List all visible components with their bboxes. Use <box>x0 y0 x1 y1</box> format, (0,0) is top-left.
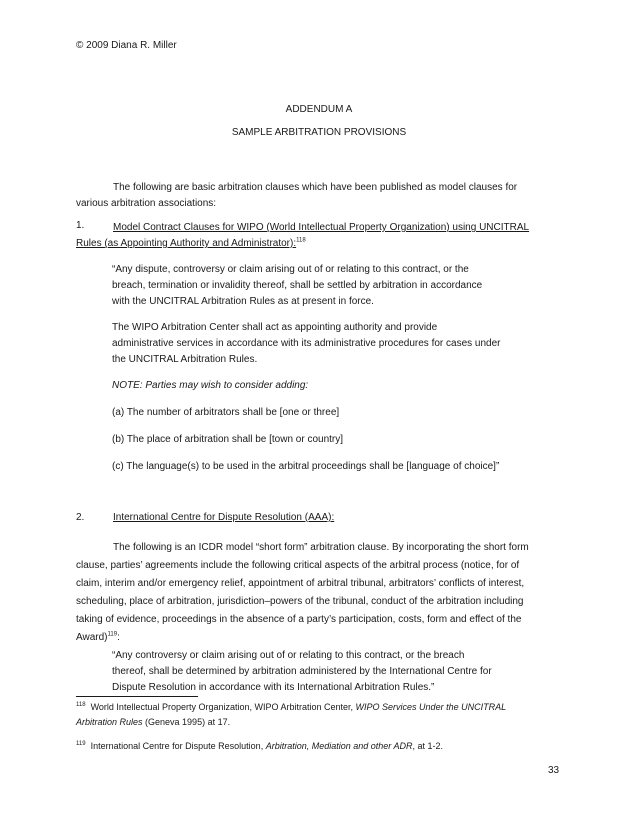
footnote-italic: WIPO Services Under the UNCITRAL <box>355 702 507 712</box>
section-2-paragraph <box>76 539 546 647</box>
para-tail: : <box>117 632 120 643</box>
section-2-clause <box>112 648 532 696</box>
clause-line: breach, termination or invalidity thereof, shall be settled by arbitration in accordance <box>112 280 483 291</box>
wipo-line: the UNCITRAL Arbitration Rules. <box>112 354 258 365</box>
para-line: clause, parties’ agreements include the following critical aspects of the arbitral process (notice, for of <box>76 560 520 571</box>
para-line: Award) <box>76 632 108 643</box>
section-2-heading-text: International Centre for Dispute Resolution (AAA): <box>113 512 335 523</box>
clause-line: “Any controversy or claim arising out of or relating to this contract, or the breach <box>112 650 465 661</box>
footnote-number: 118 <box>76 702 86 708</box>
section-1-item-c: (c) The language(s) to be used in the arbitral proceedings shall be [language of choice]” <box>112 461 500 472</box>
addendum-subtitle: SAMPLE ARBITRATION PROVISIONS <box>231 127 407 138</box>
footnote-italic: Arbitration, Mediation and other ADR <box>265 741 413 751</box>
addendum-title: ADDENDUM A <box>285 104 353 115</box>
clause-line: Dispute Resolution in accordance with its International Arbitration Rules.” <box>112 682 435 693</box>
section-1-item-b: (b) The place of arbitration shall be [town or country] <box>112 434 344 445</box>
clause-line: with the UNCITRAL Arbitration Rules as at present in force. <box>112 296 374 307</box>
section-1-number: 1. <box>76 220 85 231</box>
clause-line: thereof, shall be determined by arbitration administered by the International Centre for <box>112 666 492 677</box>
footnote-separator <box>76 696 198 697</box>
footnote-text: (Geneva 1995) at 17. <box>142 717 231 727</box>
footnote-ref-119: 119 <box>107 631 118 638</box>
section-1-heading-line1: Model Contract Clauses for WIPO (World Intellectual Property Organization) using UNCITRAL <box>113 222 530 233</box>
footnote-italic: Arbitration Rules <box>76 717 143 727</box>
footnote-text: , at 1-2. <box>412 741 443 751</box>
footnote-text: International Centre for Dispute Resolution, <box>90 741 266 751</box>
section-1-clause <box>112 262 532 310</box>
para-line: scheduling, place of arbitration, jurisdiction–powers of the tribunal, conduct of the arbitration including <box>76 596 524 607</box>
intro-paragraph <box>76 180 546 212</box>
section-1-item-a: (a) The number of arbitrators shall be [one or three] <box>112 407 340 418</box>
para-line: claim, interim and/or emergency relief, appointment of arbitral tribunal, arbitrators’ conflicts of interest, <box>76 578 525 589</box>
section-1-wipo-paragraph <box>112 320 532 368</box>
section-1-note: NOTE: Parties may wish to consider adding: <box>112 380 309 391</box>
footnote-number: 119 <box>76 741 86 747</box>
footnote-118 <box>76 700 546 730</box>
para-line: The following is an ICDR model “short form” arbitration clause. By incorporating the short form <box>113 542 529 553</box>
copyright-header: © 2009 Diana R. Miller <box>76 40 177 51</box>
section-2-number: 2. <box>76 512 85 523</box>
footnote-119 <box>76 739 546 754</box>
clause-line: “Any dispute, controversy or claim arising out of or relating to this contract, or the <box>112 264 469 275</box>
footnote-text: World Intellectual Property Organization, WIPO Arbitration Center, <box>90 702 356 712</box>
para-line: taking of evidence, proceedings in the absence of a party’s participation, costs, form and effect of the <box>76 614 522 625</box>
section-1-heading-line2: Rules (as Appointing Authority and Administrator): <box>76 238 297 249</box>
page-number: 33 <box>548 765 560 776</box>
wipo-line: administrative services in accordance with its administrative procedures for cases under <box>112 338 501 349</box>
wipo-line: The WIPO Arbitration Center shall act as appointing authority and provide <box>112 322 438 333</box>
section-2-heading <box>76 512 546 524</box>
footnote-ref-118: 118 <box>296 237 306 244</box>
intro-text: The following are basic arbitration clauses which have been published as model clauses for various arbitration associations: <box>76 182 518 209</box>
section-1-heading <box>76 220 546 252</box>
